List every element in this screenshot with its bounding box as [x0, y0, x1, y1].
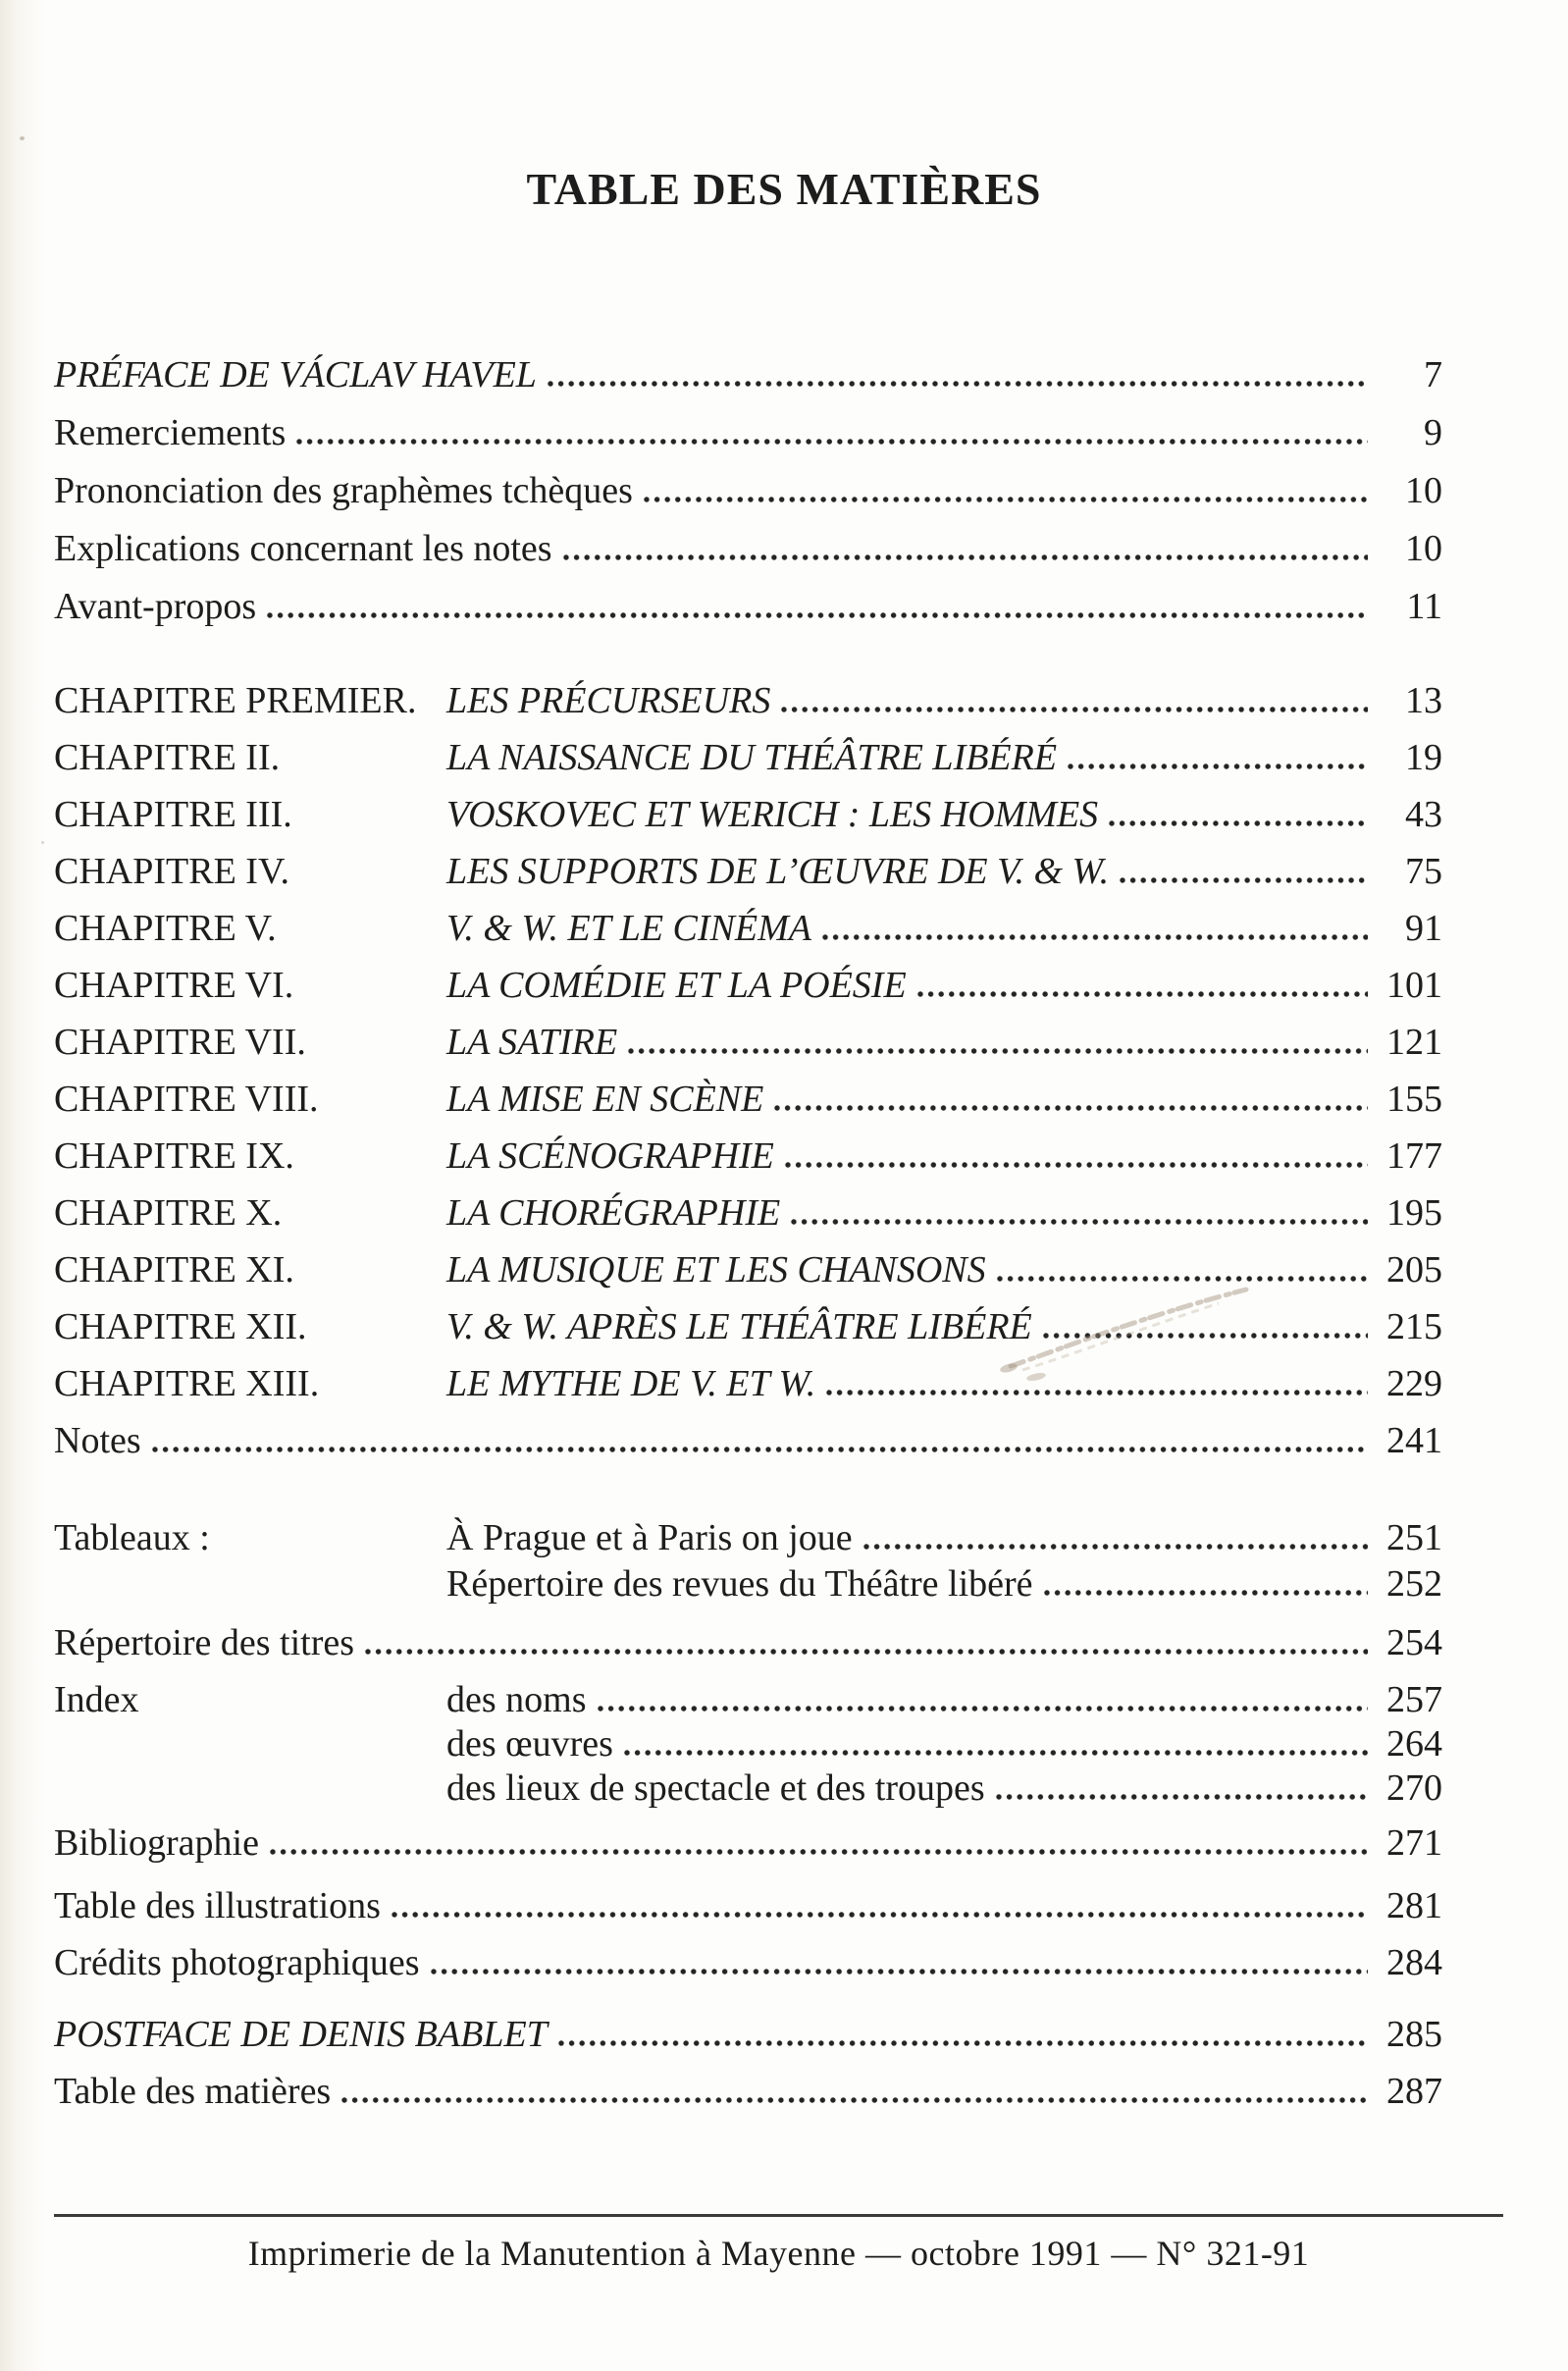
- page-number: 281: [1386, 1885, 1442, 1926]
- entry-label: Avant-propos: [54, 586, 257, 627]
- toc-entry-notes: [54, 1419, 1442, 1476]
- chapter-label: CHAPITRE XIII.: [54, 1363, 320, 1404]
- dot-leader: [150, 1445, 1368, 1452]
- toc-entry: [54, 1562, 1442, 1608]
- entry-label: Répertoire des revues du Théâtre libéré: [446, 1563, 1033, 1605]
- toc-chapter-entry: [54, 793, 1442, 850]
- chapter-label: CHAPITRE XI.: [54, 1249, 294, 1291]
- page-number: 271: [1386, 1822, 1442, 1864]
- toc-chapter-entry: [54, 907, 1442, 964]
- page-number: 121: [1386, 1022, 1442, 1063]
- dot-leader: [915, 989, 1368, 997]
- entry-label: Explications concernant les notes: [54, 528, 552, 569]
- toc-chapter-entry: [54, 1134, 1442, 1191]
- toc-entry: [54, 1941, 1442, 1998]
- scan-speck: [20, 136, 25, 140]
- chapter-title: LE MYTHE DE V. ET W.: [446, 1363, 816, 1404]
- toc-chapter-entry: [54, 1191, 1442, 1248]
- chapter-label: CHAPITRE XII.: [54, 1306, 307, 1347]
- chapter-label: CHAPITRE VI.: [54, 965, 294, 1006]
- chapter-label: CHAPITRE V.: [54, 908, 277, 949]
- chapter-title: LA SCÉNOGRAPHIE: [446, 1135, 774, 1177]
- page-number: 155: [1386, 1079, 1442, 1120]
- index-section: [54, 1678, 1442, 1811]
- page-number: 257: [1386, 1679, 1442, 1720]
- chapter-label: CHAPITRE VIII.: [54, 1079, 319, 1120]
- page-edge-shading: [0, 0, 47, 2371]
- page-number: 284: [1386, 1942, 1442, 1983]
- page-number: 270: [1386, 1767, 1442, 1809]
- dot-leader: [772, 1103, 1368, 1111]
- dot-leader: [596, 1704, 1369, 1712]
- toc-entry: [54, 2070, 1442, 2127]
- page-number: 7: [1424, 354, 1442, 395]
- dot-leader: [265, 610, 1368, 618]
- toc-entry: [54, 353, 1442, 411]
- dot-leader: [556, 2038, 1368, 2046]
- dot-leader: [1041, 1331, 1368, 1339]
- entry-label: Prononciation des graphèmes tchèques: [54, 470, 633, 511]
- dot-leader: [789, 1217, 1368, 1225]
- toc-chapter-entry: [54, 1305, 1442, 1362]
- dot-leader: [363, 1647, 1368, 1655]
- page-number: 252: [1386, 1563, 1442, 1605]
- dot-leader: [783, 1160, 1368, 1168]
- dot-leader: [862, 1542, 1368, 1550]
- chapter-label: CHAPITRE IV.: [54, 851, 289, 892]
- dot-leader: [779, 705, 1368, 712]
- dot-leader: [824, 1388, 1368, 1396]
- chapter-label: CHAPITRE PREMIER.: [54, 680, 417, 721]
- chapter-title: LA CHORÉGRAPHIE: [446, 1192, 781, 1234]
- toc-chapter-entry: [54, 679, 1442, 736]
- footer-rule: [54, 2214, 1503, 2217]
- chapter-label: CHAPITRE VII.: [54, 1022, 306, 1063]
- dot-leader: [1066, 762, 1368, 769]
- toc-entry: [54, 1821, 1442, 1878]
- page-number: 101: [1386, 965, 1442, 1006]
- chapter-title: LA SATIRE: [446, 1022, 618, 1063]
- dot-leader: [642, 495, 1368, 502]
- entry-label: Table des illustrations: [54, 1885, 381, 1926]
- toc-chapter-entry: [54, 1021, 1442, 1078]
- chapter-title: LA NAISSANCE DU THÉÂTRE LIBÉRÉ: [446, 737, 1058, 778]
- imprint-line: Imprimerie de la Manutention à Mayenne — octobre 1991 — N° 321-91: [247, 2234, 1310, 2273]
- toc-chapter-entry: [54, 736, 1442, 793]
- chapter-label: CHAPITRE IX.: [54, 1135, 294, 1177]
- toc-chapter-entry: [54, 964, 1442, 1021]
- toc-entry: [54, 1678, 1442, 1722]
- chapter-title: LA MISE EN SCÈNE: [446, 1079, 764, 1120]
- toc-entry: [54, 2013, 1442, 2070]
- entry-label: des œuvres: [446, 1723, 613, 1765]
- toc-entry: [54, 585, 1442, 643]
- page-number: 205: [1386, 1249, 1442, 1291]
- entry-label: Notes: [54, 1420, 141, 1461]
- entry-label: Table des matières: [54, 2071, 332, 2112]
- dot-leader: [429, 1967, 1368, 1975]
- dot-leader: [546, 379, 1368, 387]
- chapter-title: V. & W. ET LE CINÉMA: [446, 908, 811, 949]
- toc-entry: [54, 1516, 1442, 1562]
- dot-leader: [820, 932, 1368, 940]
- page-number: 10: [1405, 528, 1442, 569]
- entry-label: des noms: [446, 1679, 587, 1720]
- chapters-section: [54, 679, 1442, 1476]
- dot-leader: [294, 437, 1368, 445]
- toc-entry: [54, 1884, 1442, 1941]
- page-number: 13: [1405, 680, 1442, 721]
- entry-label: Crédits photographiques: [54, 1942, 420, 1983]
- toc-entry: [54, 469, 1442, 527]
- chapter-label: CHAPITRE III.: [54, 794, 292, 835]
- entry-label: des lieux de spectacle et des troupes: [446, 1767, 985, 1809]
- entry-label: Répertoire des titres: [54, 1622, 355, 1663]
- entry-label: À Prague et à Paris on joue: [446, 1517, 853, 1558]
- chapter-label: CHAPITRE X.: [54, 1192, 283, 1234]
- page-number: 75: [1405, 851, 1442, 892]
- chapter-title: LA MUSIQUE ET LES CHANSONS: [446, 1249, 986, 1291]
- page-number: 254: [1386, 1622, 1442, 1663]
- toc-entry: [54, 411, 1442, 469]
- tableaux-section: [54, 1516, 1442, 1608]
- toc-entry: [54, 1766, 1442, 1811]
- dot-leader: [1042, 1588, 1368, 1596]
- page-number: 91: [1405, 908, 1442, 949]
- dot-leader: [1107, 818, 1368, 826]
- dot-leader: [268, 1847, 1368, 1855]
- dot-leader: [626, 1046, 1368, 1054]
- entry-label: Remerciements: [54, 412, 287, 453]
- page-number: 251: [1386, 1517, 1442, 1558]
- dot-leader: [340, 2095, 1368, 2103]
- scan-speck: [41, 841, 44, 844]
- toc-chapter-entry: [54, 1078, 1442, 1134]
- page-title: TABLE DES MATIÈRES: [526, 164, 1042, 214]
- toc-entry: [54, 1621, 1442, 1678]
- group-label: Tableaux :: [54, 1517, 210, 1558]
- entry-label: PRÉFACE DE VÁCLAV HAVEL: [54, 354, 537, 395]
- page-number: 11: [1406, 586, 1442, 627]
- chapter-title: VOSKOVEC ET WERICH : LES HOMMES: [446, 794, 1099, 835]
- page-number: 264: [1386, 1723, 1442, 1765]
- toc-entry: [54, 1722, 1442, 1766]
- page-number: 285: [1386, 2014, 1442, 2055]
- page-number: 9: [1424, 412, 1442, 453]
- chapter-title: V. & W. APRÈS LE THÉÂTRE LIBÉRÉ: [446, 1306, 1032, 1347]
- chapter-label: CHAPITRE II.: [54, 737, 281, 778]
- page-number: 177: [1386, 1135, 1442, 1177]
- dot-leader: [1118, 875, 1368, 883]
- page-number: 215: [1386, 1306, 1442, 1347]
- entry-label: Bibliographie: [54, 1822, 259, 1864]
- toc-chapter-entry: [54, 1248, 1442, 1305]
- toc-chapter-entry: [54, 1362, 1442, 1419]
- page-number: 43: [1405, 794, 1442, 835]
- page-number: 195: [1386, 1192, 1442, 1234]
- page-number: 229: [1386, 1363, 1442, 1404]
- dot-leader: [622, 1748, 1368, 1756]
- toc-entry: [54, 527, 1442, 585]
- page-number: 241: [1386, 1420, 1442, 1461]
- dot-leader: [994, 1792, 1368, 1800]
- table-of-contents: [54, 353, 1442, 2127]
- dot-leader: [561, 553, 1368, 560]
- dot-leader: [390, 1910, 1368, 1918]
- page-number: 19: [1405, 737, 1442, 778]
- toc-chapter-entry: [54, 850, 1442, 907]
- chapter-title: LES PRÉCURSEURS: [446, 680, 771, 721]
- page-number: 10: [1405, 470, 1442, 511]
- front-matter-section: [54, 353, 1442, 643]
- page-number: 287: [1386, 2071, 1442, 2112]
- group-label: Index: [54, 1679, 139, 1720]
- chapter-title: LA COMÉDIE ET LA POÉSIE: [446, 965, 907, 1006]
- chapter-title: LES SUPPORTS DE L’ŒUVRE DE V. & W.: [446, 851, 1110, 892]
- entry-label: POSTFACE DE DENIS BABLET: [54, 2014, 548, 2055]
- dot-leader: [995, 1274, 1368, 1282]
